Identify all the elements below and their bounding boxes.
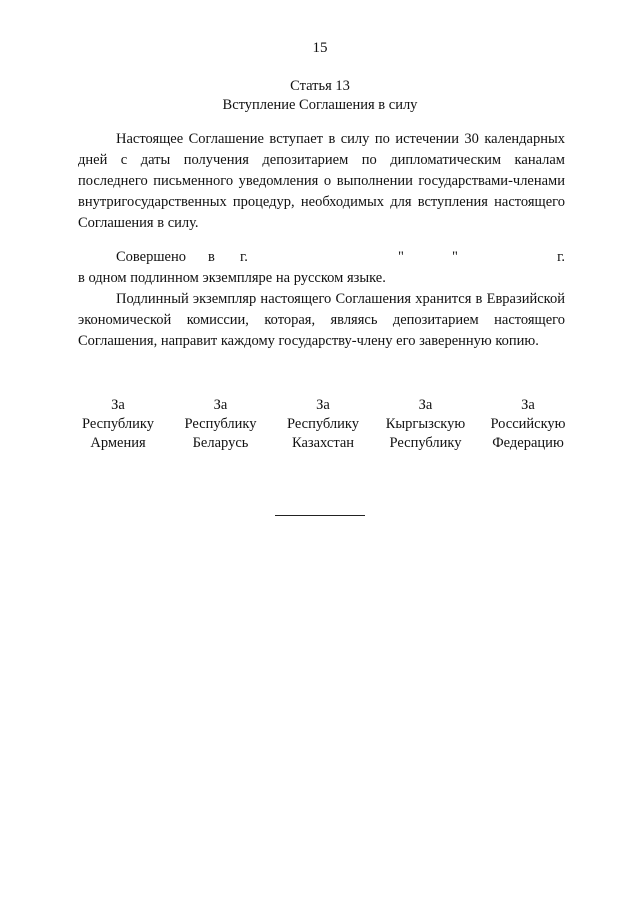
signature-country-line1: Республику	[184, 416, 257, 432]
signature-for: За	[111, 397, 125, 413]
signature-belarus	[171, 396, 271, 453]
article-heading	[0, 77, 640, 115]
signature-block	[68, 396, 578, 453]
done-at-continuation: в одном подлинном экземпляре на русском языке.	[78, 270, 386, 286]
done-at-preposition: в	[208, 249, 215, 265]
signature-country-line2: Казахстан	[291, 435, 355, 451]
signature-country-line2: Беларусь	[192, 435, 249, 451]
date-open-quote: "	[398, 249, 404, 265]
paragraph-depositary	[78, 289, 565, 352]
signature-country-line2: Армения	[90, 435, 146, 451]
date-close-quote: "	[452, 249, 458, 265]
done-at-city-abbrev: г.	[240, 249, 248, 265]
signature-country-line1: Республику	[81, 416, 155, 432]
article-title: Вступление Соглашения в силу	[222, 97, 418, 113]
signature-kazakhstan	[273, 396, 373, 453]
done-at-word: Совершено	[116, 249, 186, 265]
signature-country-line1: Кыргызскую	[385, 416, 466, 432]
page-number: 15	[312, 40, 328, 56]
signature-for: За	[521, 397, 535, 413]
paragraph-1-text: Настоящее Соглашение вступает в силу по истечении 30 календарных дней с даты получения депозитарием по дипломатическим каналам последнего письменного уведомления о выполнении государствами-членами внутригосударственных процедур, необходимых для вступления настоящего Соглашения в силу.	[78, 131, 565, 231]
end-of-document-rule	[275, 515, 365, 516]
done-at-line	[78, 247, 565, 268]
paragraph-entry-into-force	[78, 129, 565, 234]
signature-armenia	[68, 396, 168, 453]
signature-for: За	[418, 397, 433, 413]
signature-country-line2: Федерацию	[492, 435, 564, 451]
signature-country-line1: Республику	[286, 416, 360, 432]
signature-for: За	[316, 397, 330, 413]
signature-russia	[478, 396, 578, 453]
signature-country-line1: Российскую	[490, 416, 566, 432]
paragraph-2-text: Подлинный экземпляр настоящего Соглашения хранится в Евразийской экономической комиссии, которая, являясь депозитарием настоящего Соглашения, направит каждому государству-члену его заверенную копию.	[78, 291, 565, 349]
year-abbrev: г.	[557, 249, 565, 265]
signature-kyrgyzstan	[376, 396, 476, 453]
signature-country-line2: Республику	[389, 435, 462, 451]
article-number: Статья 13	[290, 78, 350, 94]
signature-for: За	[213, 397, 228, 413]
